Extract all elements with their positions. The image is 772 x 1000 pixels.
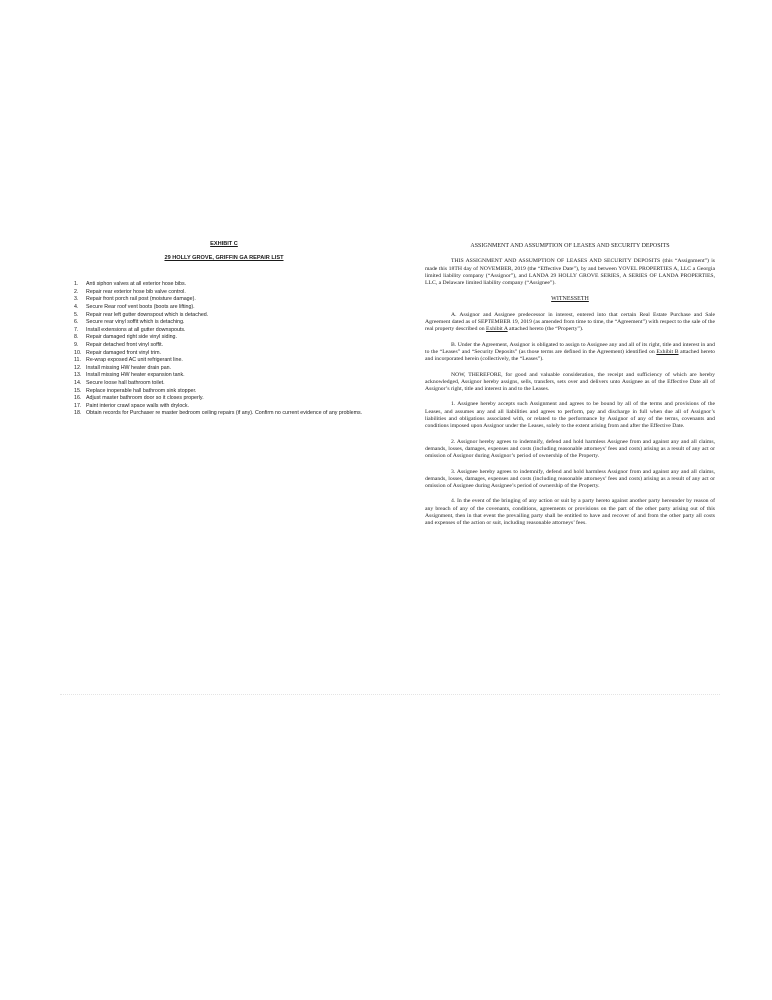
section-4-paragraph: 4. In the event of the bringing of any action or suit by a party hereto against another party hereunder by reason of any breach of any of the covenants, conditions, agreements or provisions on the part of the other party arising out of this Assignment, then in that event the prevailing party shall be entitled to have and recover of and from the other party all costs and expenses of the action or suit, including reasonable attorneys’ fees.: [425, 498, 715, 527]
repair-item-number: 5.: [74, 311, 79, 318]
repair-item-text: Install extensions at all gutter downspouts.: [86, 326, 186, 333]
assignment-page: [425, 243, 715, 536]
repair-item: [74, 388, 374, 396]
repair-item: [74, 304, 374, 312]
repair-item-text: Paint interior crawl space walls with drylock.: [86, 402, 190, 409]
repair-item: [74, 327, 374, 335]
repair-item-text: Repair damaged right side vinyl siding.: [86, 334, 177, 341]
repair-item: [74, 395, 374, 403]
intro-paragraph: THIS ASSIGNMENT AND ASSUMPTION OF LEASES AND SECURITY DEPOSITS (this “Assignment”) is made this 18TH day of NOVEMBER, 2019 (the “Effective Date”), by and between YOVEL PROPERTIES A, LLC a Georgia limited liability company (“Assignor”), and LANDA 29 HOLLY GROVE SERIES, A SERIES OF LANDA PROPERTIES, LLC, a Delaware limited liability company (“Assignee”).: [425, 258, 715, 287]
section-1-paragraph: 1. Assignee hereby accepts such Assignment and agrees to be bound by all of the terms and provisions of the Leases, and assumes any and all liabilities and agrees to perform, pay and discharge in full when due all of Assignor’s liabilities and obligations associated with, or related to the performance by Assignor of any of the terms, covenants and conditions imposed upon Assignor under the Leases, solely to the extent arising from and after the Effective Date.: [425, 401, 715, 430]
repair-item-text: Replace inoperable hall bathroom sink stopper.: [86, 387, 197, 394]
repair-item: [74, 296, 374, 304]
repair-item-text: Adjust master bathroom door so it closes properly.: [86, 395, 204, 402]
witnesseth-heading: WITNESSETH: [551, 296, 589, 303]
repair-item-text: Anti siphon valves at all exterior hose bibs.: [86, 281, 187, 288]
repair-item: [74, 372, 374, 380]
repair-item: [74, 281, 374, 289]
scan-artifact-line: [60, 694, 720, 695]
exhibit-a-reference: Exhibit A: [485, 326, 508, 333]
repair-item-number: 16.: [74, 395, 82, 402]
repair-item: [74, 357, 374, 365]
recital-a-text: A. Assignor and Assignee predecessor in interest, entered into that certain Real Estate Purchase and Sale Agreement dated as of SEPTEMBER 19, 2019 (as amended from time to time, the “Agreement”) with respect to the sale of the real property described on: [425, 311, 715, 333]
repair-item: [74, 334, 374, 342]
exhibit-subheading: 29 HOLLY GROVE, GRIFFIN GA REPAIR LIST: [164, 254, 284, 261]
repair-item-text: Repair detached front vinyl soffit.: [86, 341, 164, 348]
repair-item-number: 11.: [74, 357, 81, 364]
repair-item-number: 9.: [74, 341, 79, 348]
repair-item-text: Install missing HW heater expansion tank.: [86, 372, 185, 379]
repair-item: [74, 350, 374, 358]
repair-item-number: 4.: [74, 303, 79, 310]
recital-a: [425, 312, 715, 334]
repair-item-number: 12.: [74, 364, 82, 371]
repair-item: [74, 312, 374, 320]
repair-item: [74, 403, 374, 411]
repair-item-number: 17.: [74, 402, 82, 409]
repair-item-text: Obtain records for Purchaser re master bedroom ceiling repairs (if any). Confirm no current evidence of any problems.: [86, 410, 363, 417]
repair-item-number: 1.: [74, 281, 79, 288]
repair-item-number: 6.: [74, 319, 79, 326]
repair-item-text: Repair front porch rail post (moisture damage).: [86, 296, 196, 303]
repair-item-number: 2.: [74, 288, 79, 295]
repair-item-number: 14.: [74, 379, 82, 386]
repair-item-text: Secure loose hall bathroom toilet.: [86, 379, 165, 386]
repair-item-text: Secure Rear roof vent boots (boots are lifting).: [86, 303, 195, 310]
exhibit-c-page: [74, 241, 374, 418]
repair-item: [74, 365, 374, 373]
repair-item-number: 10.: [74, 349, 82, 356]
repair-item-number: 8.: [74, 334, 79, 341]
document-title: ASSIGNMENT AND ASSUMPTION OF LEASES AND SECURITY DEPOSITS: [470, 243, 670, 249]
repair-item-number: 15.: [74, 387, 82, 394]
exhibit-b-reference: Exhibit B: [656, 348, 679, 355]
repair-item-text: Repair rear left gutter downspout which is detached.: [86, 311, 209, 318]
repair-item-text: Repair rear exterior hose bib valve control.: [86, 288, 186, 295]
recital-a-text-end: attached hereto (the “Property”).: [507, 326, 584, 333]
recital-b: [425, 342, 715, 364]
repair-item: [74, 342, 374, 350]
repair-item-number: 3.: [74, 296, 79, 303]
section-2-paragraph: 2. Assignor hereby agrees to indemnify, defend and hold harmless Assignee from and against any and all claims, demands, losses, damages, expenses and costs (including reasonable attorneys’ fees and costs) arising as a result of any act or omission of Assignor during Assignor’s period of ownership of the Property.: [425, 438, 715, 460]
section-3-paragraph: 3. Assignee hereby agrees to indemnify, defend and hold harmless Assignor from and against any and all claims, demands, losses, damages, expenses and costs (including reasonable attorneys’ fees and costs) arising as a result of any act or omission of Assignee during Assignee’s period of ownership of the Property.: [425, 468, 715, 490]
repair-item: [74, 319, 374, 327]
repair-item: [74, 289, 374, 297]
exhibit-heading: EXHIBIT C: [210, 241, 238, 247]
recital-b-text-end: attached hereto and incorporated herein (collectively, the “Leases”).: [425, 348, 715, 363]
repair-item-number: 7.: [74, 326, 79, 333]
repair-item-text: Re-wrap exposed AC unit refrigerant line.: [86, 357, 183, 364]
recital-b-text: B. Under the Agreement, Assignor is obligated to assign to Assignee any and all of its right, title and interest in and to the “Leases” and “Security Deposits” (as those terms are defined in the Agreement) identified on: [425, 341, 715, 355]
repair-item-text: Secure rear vinyl soffit which is detaching.: [86, 319, 185, 326]
repair-item: [74, 410, 374, 418]
now-therefore-paragraph: NOW, THEREFORE, for good and valuable consideration, the receipt and sufficiency of which are hereby acknowledged, Assignor hereby assigns, sells, transfers, sets over and delivers unto Assignee as of the Effective Date all of Assignor’s right, title and interest in and to the Leases.: [425, 371, 715, 393]
repair-item-text: Install missing HW heater drain pan.: [86, 364, 172, 371]
repair-list: [74, 281, 374, 418]
repair-item-number: 13.: [74, 372, 82, 379]
repair-item-text: Repair damaged front vinyl trim.: [86, 349, 162, 356]
repair-item-number: 18.: [74, 410, 82, 417]
repair-item: [74, 380, 374, 388]
